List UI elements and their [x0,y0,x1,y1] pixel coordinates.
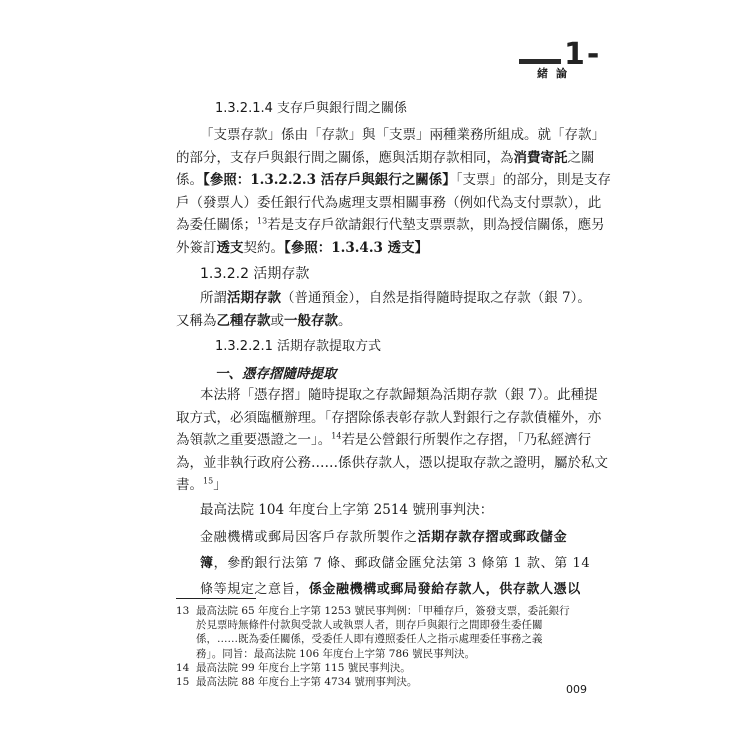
text-run: 外簽訂 [176,239,217,256]
text-run: 係。 [176,172,203,188]
chapter-number-dash: - [586,37,600,72]
footnote-marker: 14 [331,431,342,441]
footnotes [176,604,596,689]
term-bold: 活期存款 [227,290,281,306]
footnote [176,661,596,675]
footnote-text: 係，……既為委任關係，受委任人即有遵照委任人之指示處理委任事務之義 [196,633,543,646]
footnote [176,675,596,689]
body-line: 為，並非執行政府公務……係供存款人，憑以提取存款之證明，屬於私文 [176,454,608,471]
section-heading-1: 1.3.2.1.4 支存戶與銀行間之關係 [215,101,408,116]
cross-reference: 【參照：1.3.4.3 透支】 [284,239,429,256]
body-line: 取方式，必須臨櫃辦理。「存摺除係表彰存款人對銀行之存款債權外，亦 [176,409,602,426]
text-run: 為委任關係； [176,217,257,233]
section-heading-2: 1.3.2.2 活期存款 [200,266,310,282]
footnote-text: 於見票時無條件付款與受款人或執票人者，則存戶與銀行之間即發生委任關 [196,619,543,632]
body-line [176,214,605,237]
text-run: 」 [213,477,227,493]
section-heading-3: 1.3.2.2.1 活期存款提取方式 [215,339,382,354]
body-line [176,474,596,497]
body-line [176,287,596,310]
text-run: 。 [338,312,352,329]
body-line: 「支票存款」係由「存款」與「支票」兩種業務所組成。就「存款」 [200,127,605,143]
case-citation: 最高法院 104 年度台上字第 2514 號刑事判決： [200,501,494,518]
footnote-number: 15 [176,676,190,689]
footnote-rule [176,598,256,599]
chapter-title: 緒論 [537,67,575,80]
text-run: 金融機構或郵局因客戶存款所製作之 [200,530,418,545]
text-run: 之關 [567,149,595,166]
section-3-body [176,384,608,521]
cross-reference: 【參照：1.3.2.2.3 活存戶與銀行之關係】 [203,172,456,188]
section-2-body [176,287,596,332]
term-bold: 消費寄託 [513,149,568,166]
text-run: 書。 [176,477,203,493]
quote-line [200,577,600,603]
quote-line [200,525,600,551]
footnote-number: 13 [176,605,190,617]
body-line: 戶（發票人）委任銀行代為處理支票相關事務（例如代為支付票款），此 [176,194,602,211]
body-line [176,310,596,333]
term-bold: 乙種存款 [216,312,271,329]
text-run: 又稱為 [176,312,217,329]
footnote-marker: 15 [203,476,214,486]
text-run: 的部分，支存戶與銀行間之關係，應與活期存款相同，為 [176,149,514,166]
quote-emphasis: 簿 [200,556,214,571]
footnote-text: 最高法院 99 年度台上字第 115 號民事判決。 [196,661,411,674]
body-line: 本法將「憑存摺」隨時提取之存款歸類為活期存款（銀 7）。此種提 [200,387,598,403]
body-line [176,147,596,170]
chapter-number-digit: 1 [564,37,585,72]
body-line [176,429,596,452]
body-line [176,169,611,192]
subheading: 一、憑存摺隨時提取 [215,366,337,382]
quote-emphasis: 係金融機構或郵局發給存款人，供存款人憑以 [308,582,581,597]
term-bold: 透支 [216,239,244,256]
footnote-text: 務」。同旨：最高法院 106 年度台上字第 786 號民事判決。 [196,647,476,660]
body-line [176,237,596,260]
text-run: 若是公營銀行所製作之存摺，「乃私經濟行 [341,432,592,448]
text-run: 條等規定之意旨， [200,582,309,597]
footnote-text: 最高法院 65 年度台上字第 1253 號民事判例：「甲種存戶，簽發支票，委託銀行 [196,605,570,617]
text-run: ，參酌銀行法第 7 條、郵政儲金匯兌法第 3 條第 1 款、第 14 [213,556,591,571]
block-quote [200,525,600,603]
quote-emphasis: 活期存款存摺或郵政儲金 [417,530,568,545]
text-run: （普通預金），自然是指得隨時提取之存款（銀 7）。 [281,290,591,306]
header-rule [519,59,561,64]
footnote-text: 最高法院 88 年度台上字第 4734 號刑事判決。 [196,676,418,689]
text-run: 所謂 [200,290,227,306]
text-run: 契約。 [243,239,284,256]
text-run: 「支票」的部分，則是支存 [455,172,611,188]
term-bold: 一般存款 [284,312,338,329]
page-number: 009 [566,683,587,696]
text-run: 若是支存戶欲請銀行代墊支票票款，則為授信關係，應另 [267,217,605,233]
footnote-marker: 13 [257,216,268,226]
section-1-body [176,124,611,259]
quote-line [200,551,600,577]
footnote-number: 14 [176,661,190,674]
text-run: 或 [270,312,284,329]
text-run: 為領款之重要憑證之一」。 [176,432,332,448]
footnote [176,604,596,661]
